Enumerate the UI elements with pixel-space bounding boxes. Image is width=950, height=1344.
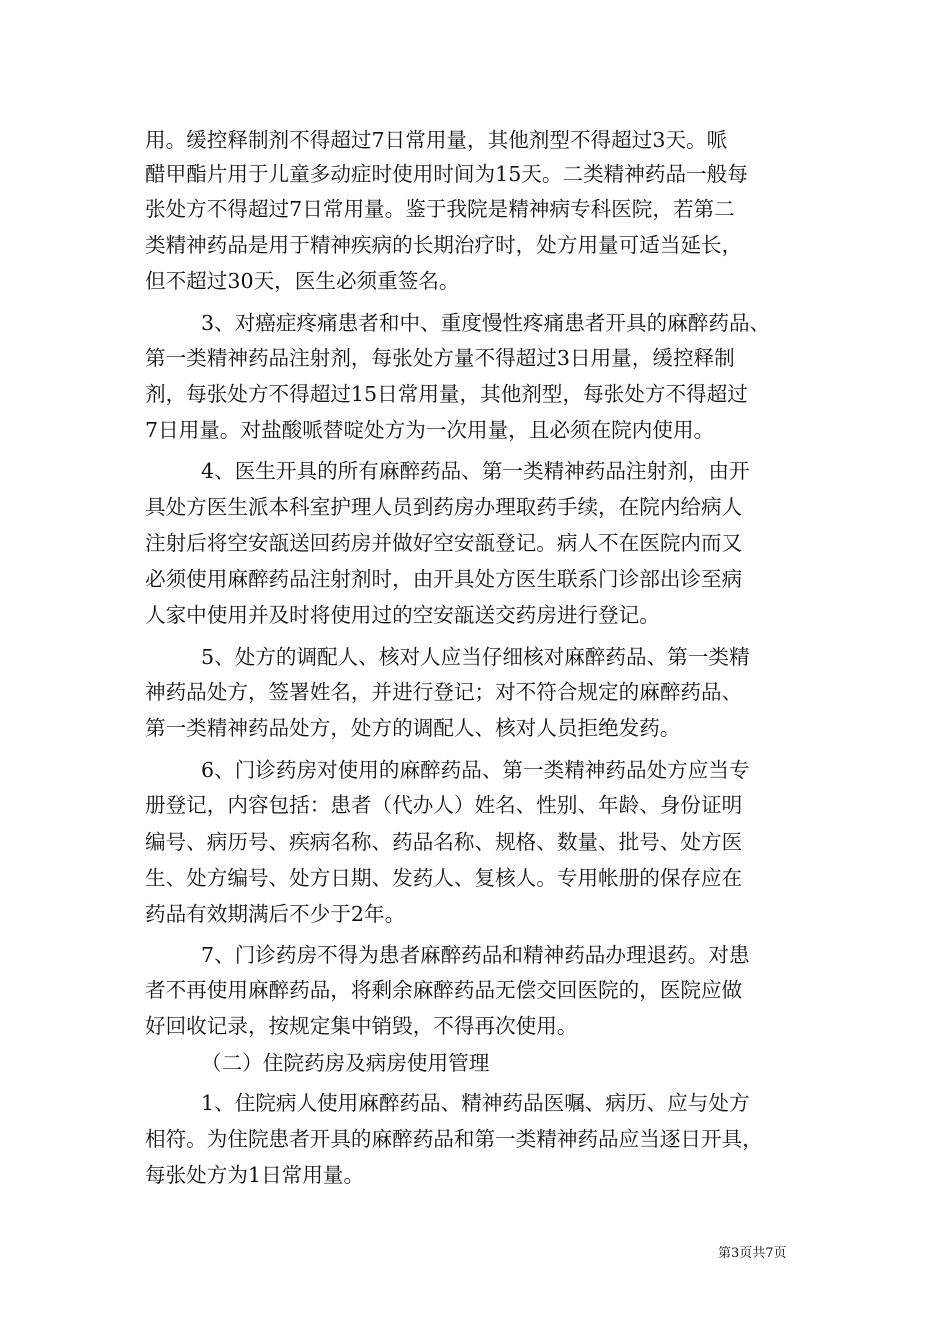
text-line: 类精神药品是用于精神疾病的长期治疗时，处方用量可适当延长， [145,233,743,257]
text-line: 5、处方的调配人、核对人应当仔细核对麻醉药品、第一类精 [201,645,750,669]
text-line: 神药品处方，签署姓名，并进行登记；对不符合规定的麻醉药品、 [145,680,743,704]
text-line: 6、门诊药房对使用的麻醉药品、第一类精神药品处方应当专 [201,758,750,782]
text-line: 注射后将空安瓿送回药房并做好空安瓿登记。病人不在医院内而又 [145,531,743,555]
text-line: 具处方医生派本科室护理人员到药房办理取药手续，在院内给病人 [145,495,743,519]
text-line: 7日用量。对盐酸哌替啶处方为一次用量，且必须在院内使用。 [145,418,715,442]
text-line: 者不再使用麻醉药品，将剩余麻醉药品无偿交回医院的，医院应做 [145,978,743,1002]
text-line: 每张处方为1日常用量。 [145,1163,365,1187]
text-line: 册登记，内容包括：患者（代办人）姓名、性别、年龄、身份证明 [145,793,743,817]
text-line: 4、医生开具的所有麻醉药品、第一类精神药品注射剂，由开 [201,459,750,483]
text-line: 好回收记录，按规定集中销毁，不得再次使用。 [145,1014,578,1038]
text-line: 3、对癌症疼痛患者和中、重度慢性疼痛患者开具的麻醉药品、 [201,311,771,335]
text-line: 用。缓控释制剂不得超过7日常用量，其他剂型不得超过3天。哌 [145,128,728,152]
text-line: 编号、病历号、疾病名称、药品名称、规格、数量、批号、处方医 [145,830,743,854]
page-number: 第3页共7页 [718,1246,787,1261]
text-line: 1、住院病人使用麻醉药品、精神药品医嘱、病历、应与处方 [201,1091,750,1115]
text-line: 7、门诊药房不得为患者麻醉药品和精神药品办理退药。对患 [201,943,750,967]
text-line: 醋甲酯片用于儿童多动症时使用时间为15天。二类精神药品一般每 [145,162,748,186]
text-line: 剂，每张处方不得超过15日常用量，其他剂型，每张处方不得超过 [145,382,748,406]
text-line: 药品有效期满后不少于2年。 [145,902,406,926]
section-heading: （二）住院药房及病房使用管理 [201,1051,490,1075]
text-line: 第一类精神药品注射剂，每张处方量不得超过3日用量，缓控释制 [145,346,735,370]
text-line: 生、处方编号、处方日期、发药人、复核人。专用帐册的保存应在 [145,866,743,890]
text-line: 人家中使用并及时将使用过的空安瓿送交药房进行登记。 [145,603,660,627]
text-line: 但不超过30天，医生必须重签名。 [145,269,460,293]
text-line: 第一类精神药品处方，处方的调配人、核对人员拒绝发药。 [145,716,681,740]
text-line: 张处方不得超过7日常用量。鉴于我院是精神病专科医院，若第二 [145,197,735,221]
text-line: 必须使用麻醉药品注射剂时，由开具处方医生联系门诊部出诊至病 [145,567,743,591]
text-line: 相符。为住院患者开具的麻醉药品和第一类精神药品应当逐日开具， [145,1127,763,1151]
